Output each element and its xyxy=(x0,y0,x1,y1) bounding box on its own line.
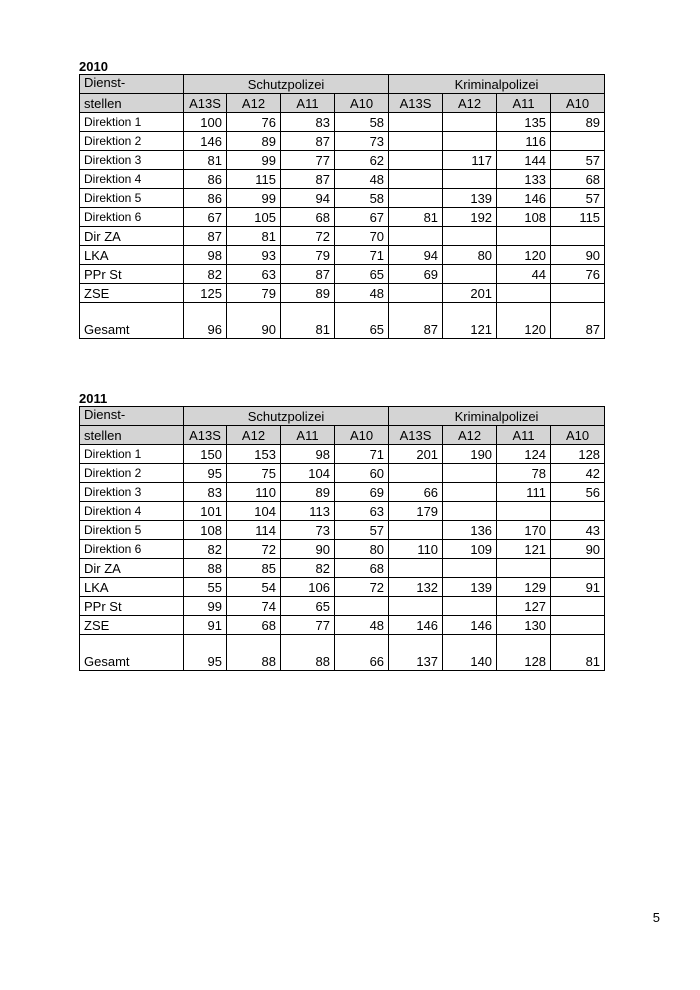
total-cell: 95 xyxy=(184,635,227,671)
total-cell: 65 xyxy=(335,303,389,339)
table-cell: 69 xyxy=(389,265,443,284)
table-row xyxy=(80,113,605,132)
table-cell: 68 xyxy=(551,170,605,189)
table-row xyxy=(80,227,605,246)
data-table xyxy=(79,74,605,339)
table-cell: 60 xyxy=(335,464,389,483)
table-cell: 48 xyxy=(335,616,389,635)
table-cell: 87 xyxy=(281,265,335,284)
table-cell: 146 xyxy=(184,132,227,151)
table-cell: 74 xyxy=(227,597,281,616)
row-label: Direktion 3 xyxy=(80,483,184,502)
table-cell xyxy=(443,170,497,189)
grade-header: A11 xyxy=(281,94,335,113)
total-label: Gesamt xyxy=(80,635,184,671)
table-cell: 91 xyxy=(551,578,605,597)
table-cell: 135 xyxy=(497,113,551,132)
table-cell: 76 xyxy=(551,265,605,284)
table-cell xyxy=(551,616,605,635)
header-row xyxy=(80,407,605,426)
table-cell xyxy=(497,502,551,521)
row-label: Direktion 2 xyxy=(80,132,184,151)
table-cell: 116 xyxy=(497,132,551,151)
table-cell: 146 xyxy=(389,616,443,635)
table-cell: 67 xyxy=(335,208,389,227)
grade-header: A10 xyxy=(335,426,389,445)
table-cell: 63 xyxy=(335,502,389,521)
table-row xyxy=(80,284,605,303)
total-cell: 140 xyxy=(443,635,497,671)
grade-header: A12 xyxy=(443,426,497,445)
table-cell xyxy=(389,170,443,189)
table-cell: 117 xyxy=(443,151,497,170)
table-cell: 144 xyxy=(497,151,551,170)
table-cell: 87 xyxy=(184,227,227,246)
total-cell: 120 xyxy=(497,303,551,339)
table-cell: 110 xyxy=(389,540,443,559)
table-cell: 130 xyxy=(497,616,551,635)
table-row xyxy=(80,151,605,170)
table-cell: 91 xyxy=(184,616,227,635)
table-cell: 86 xyxy=(184,170,227,189)
table-cell: 82 xyxy=(184,265,227,284)
table-cell: 57 xyxy=(551,151,605,170)
table-cell: 110 xyxy=(227,483,281,502)
grade-header: A12 xyxy=(227,426,281,445)
row-label: PPr St xyxy=(80,265,184,284)
table-cell: 83 xyxy=(281,113,335,132)
total-cell: 87 xyxy=(551,303,605,339)
table-cell: 72 xyxy=(281,227,335,246)
table-cell: 71 xyxy=(335,246,389,265)
header-row xyxy=(80,75,605,94)
table-year: 2010 xyxy=(79,59,108,74)
table-cell: 153 xyxy=(227,445,281,464)
table-cell: 124 xyxy=(497,445,551,464)
table-cell: 90 xyxy=(551,246,605,265)
table-cell: 85 xyxy=(227,559,281,578)
table-cell xyxy=(443,483,497,502)
table-row xyxy=(80,208,605,227)
dienststellen-header-cont: stellen xyxy=(80,94,184,113)
table-cell: 133 xyxy=(497,170,551,189)
table-cell: 65 xyxy=(335,265,389,284)
total-cell: 88 xyxy=(227,635,281,671)
grade-header: A10 xyxy=(551,94,605,113)
table-cell: 65 xyxy=(281,597,335,616)
page-number: 5 xyxy=(652,910,660,925)
table-cell: 87 xyxy=(281,132,335,151)
table-cell xyxy=(497,559,551,578)
data-table xyxy=(79,406,605,671)
table-cell: 77 xyxy=(281,151,335,170)
table-cell: 89 xyxy=(227,132,281,151)
table-cell: 139 xyxy=(443,578,497,597)
row-label: Direktion 4 xyxy=(80,170,184,189)
row-label: Direktion 2 xyxy=(80,464,184,483)
table-cell: 79 xyxy=(227,284,281,303)
total-cell: 88 xyxy=(281,635,335,671)
table-cell xyxy=(443,132,497,151)
table-cell xyxy=(497,284,551,303)
grade-header: A13S xyxy=(389,426,443,445)
table-cell: 82 xyxy=(184,540,227,559)
table-cell xyxy=(443,113,497,132)
table-cell: 42 xyxy=(551,464,605,483)
group-header-schutzpolizei: Schutzpolizei xyxy=(184,75,389,94)
table-block-2011 xyxy=(79,392,605,671)
total-cell: 81 xyxy=(281,303,335,339)
total-cell: 128 xyxy=(497,635,551,671)
table-cell xyxy=(551,132,605,151)
table-cell: 104 xyxy=(281,464,335,483)
table-row xyxy=(80,521,605,540)
table-row xyxy=(80,265,605,284)
grade-header: A11 xyxy=(497,426,551,445)
table-cell: 75 xyxy=(227,464,281,483)
grade-header: A10 xyxy=(551,426,605,445)
table-row xyxy=(80,170,605,189)
table-cell: 146 xyxy=(443,616,497,635)
table-cell: 89 xyxy=(551,113,605,132)
table-cell: 201 xyxy=(443,284,497,303)
table-cell: 62 xyxy=(335,151,389,170)
table-cell: 105 xyxy=(227,208,281,227)
table-row xyxy=(80,559,605,578)
table-cell: 44 xyxy=(497,265,551,284)
table-cell: 72 xyxy=(335,578,389,597)
table-cell: 201 xyxy=(389,445,443,464)
table-cell: 70 xyxy=(335,227,389,246)
table-cell: 127 xyxy=(497,597,551,616)
table-block-2010 xyxy=(79,60,605,339)
table-row xyxy=(80,578,605,597)
table-row xyxy=(80,445,605,464)
table-cell xyxy=(551,502,605,521)
table-cell: 82 xyxy=(281,559,335,578)
table-row xyxy=(80,616,605,635)
table-row xyxy=(80,464,605,483)
dienststellen-header-cont: stellen xyxy=(80,426,184,445)
table-cell: 83 xyxy=(184,483,227,502)
table-cell xyxy=(389,227,443,246)
table-cell: 71 xyxy=(335,445,389,464)
group-header-kriminalpolizei: Kriminalpolizei xyxy=(389,407,605,426)
table-cell xyxy=(551,227,605,246)
row-label: PPr St xyxy=(80,597,184,616)
table-cell: 48 xyxy=(335,170,389,189)
row-label: Dir ZA xyxy=(80,227,184,246)
table-cell: 170 xyxy=(497,521,551,540)
table-cell: 146 xyxy=(497,189,551,208)
table-cell xyxy=(335,597,389,616)
row-label: ZSE xyxy=(80,616,184,635)
table-cell: 79 xyxy=(281,246,335,265)
table-cell: 115 xyxy=(551,208,605,227)
row-label: Direktion 6 xyxy=(80,540,184,559)
total-label: Gesamt xyxy=(80,303,184,339)
total-row xyxy=(80,635,605,671)
table-cell: 104 xyxy=(227,502,281,521)
table-cell: 98 xyxy=(281,445,335,464)
row-label: LKA xyxy=(80,246,184,265)
table-cell: 90 xyxy=(551,540,605,559)
table-cell xyxy=(551,559,605,578)
table-row xyxy=(80,540,605,559)
table-cell: 80 xyxy=(443,246,497,265)
table-cell: 43 xyxy=(551,521,605,540)
table-cell: 72 xyxy=(227,540,281,559)
table-cell: 192 xyxy=(443,208,497,227)
table-cell: 86 xyxy=(184,189,227,208)
table-cell: 109 xyxy=(443,540,497,559)
table-cell xyxy=(389,151,443,170)
row-label: Direktion 4 xyxy=(80,502,184,521)
grade-header: A13S xyxy=(184,426,227,445)
table-cell: 55 xyxy=(184,578,227,597)
table-cell: 89 xyxy=(281,284,335,303)
table-cell: 67 xyxy=(184,208,227,227)
table-cell: 129 xyxy=(497,578,551,597)
table-cell: 94 xyxy=(281,189,335,208)
table-cell: 56 xyxy=(551,483,605,502)
total-cell: 81 xyxy=(551,635,605,671)
table-cell: 66 xyxy=(389,483,443,502)
row-label: Direktion 5 xyxy=(80,521,184,540)
row-label: Direktion 3 xyxy=(80,151,184,170)
table-cell xyxy=(389,113,443,132)
table-cell xyxy=(389,597,443,616)
table-cell: 190 xyxy=(443,445,497,464)
table-cell: 106 xyxy=(281,578,335,597)
table-cell: 81 xyxy=(227,227,281,246)
table-cell: 108 xyxy=(497,208,551,227)
dienststellen-header: Dienst- xyxy=(80,75,184,94)
table-row xyxy=(80,246,605,265)
total-row xyxy=(80,303,605,339)
total-cell: 66 xyxy=(335,635,389,671)
total-cell: 96 xyxy=(184,303,227,339)
subheader-row xyxy=(80,94,605,113)
total-cell: 87 xyxy=(389,303,443,339)
table-cell xyxy=(443,265,497,284)
table-row xyxy=(80,597,605,616)
table-cell: 58 xyxy=(335,189,389,208)
table-cell: 120 xyxy=(497,246,551,265)
table-cell: 90 xyxy=(281,540,335,559)
grade-header: A10 xyxy=(335,94,389,113)
grade-header: A11 xyxy=(497,94,551,113)
table-cell: 57 xyxy=(335,521,389,540)
table-cell xyxy=(389,284,443,303)
table-cell: 87 xyxy=(281,170,335,189)
table-cell xyxy=(389,189,443,208)
table-cell: 58 xyxy=(335,113,389,132)
row-label: LKA xyxy=(80,578,184,597)
table-cell: 101 xyxy=(184,502,227,521)
table-cell: 94 xyxy=(389,246,443,265)
total-cell: 90 xyxy=(227,303,281,339)
table-cell: 99 xyxy=(227,151,281,170)
total-cell: 137 xyxy=(389,635,443,671)
table-cell xyxy=(443,464,497,483)
table-cell: 81 xyxy=(184,151,227,170)
table-cell: 78 xyxy=(497,464,551,483)
table-cell: 114 xyxy=(227,521,281,540)
row-label: Direktion 6 xyxy=(80,208,184,227)
group-header-schutzpolizei: Schutzpolizei xyxy=(184,407,389,426)
row-label: Direktion 1 xyxy=(80,113,184,132)
table-cell: 63 xyxy=(227,265,281,284)
table-cell xyxy=(497,227,551,246)
table-cell: 132 xyxy=(389,578,443,597)
row-label: Direktion 1 xyxy=(80,445,184,464)
table-cell: 139 xyxy=(443,189,497,208)
table-cell: 150 xyxy=(184,445,227,464)
table-cell: 68 xyxy=(335,559,389,578)
grade-header: A12 xyxy=(443,94,497,113)
table-year: 2011 xyxy=(79,391,108,406)
table-cell: 68 xyxy=(227,616,281,635)
table-cell: 89 xyxy=(281,483,335,502)
table-cell: 111 xyxy=(497,483,551,502)
row-label: ZSE xyxy=(80,284,184,303)
grade-header: A12 xyxy=(227,94,281,113)
table-cell: 69 xyxy=(335,483,389,502)
table-cell: 113 xyxy=(281,502,335,521)
table-cell: 100 xyxy=(184,113,227,132)
table-cell: 73 xyxy=(281,521,335,540)
table-row xyxy=(80,132,605,151)
row-label: Dir ZA xyxy=(80,559,184,578)
table-cell xyxy=(551,284,605,303)
table-row xyxy=(80,502,605,521)
table-cell: 108 xyxy=(184,521,227,540)
table-cell: 115 xyxy=(227,170,281,189)
table-cell xyxy=(551,597,605,616)
dienststellen-header: Dienst- xyxy=(80,407,184,426)
table-cell: 76 xyxy=(227,113,281,132)
table-row xyxy=(80,483,605,502)
table-cell: 98 xyxy=(184,246,227,265)
total-cell: 121 xyxy=(443,303,497,339)
table-cell: 93 xyxy=(227,246,281,265)
table-cell: 125 xyxy=(184,284,227,303)
table-cell: 77 xyxy=(281,616,335,635)
table-cell: 121 xyxy=(497,540,551,559)
table-cell: 54 xyxy=(227,578,281,597)
table-cell: 88 xyxy=(184,559,227,578)
table-cell: 128 xyxy=(551,445,605,464)
grade-header: A11 xyxy=(281,426,335,445)
table-cell: 136 xyxy=(443,521,497,540)
table-cell: 179 xyxy=(389,502,443,521)
row-label: Direktion 5 xyxy=(80,189,184,208)
table-cell xyxy=(443,597,497,616)
table-cell: 95 xyxy=(184,464,227,483)
group-header-kriminalpolizei: Kriminalpolizei xyxy=(389,75,605,94)
table-cell: 68 xyxy=(281,208,335,227)
table-cell xyxy=(389,464,443,483)
table-cell xyxy=(443,227,497,246)
subheader-row xyxy=(80,426,605,445)
table-cell: 57 xyxy=(551,189,605,208)
table-cell: 73 xyxy=(335,132,389,151)
grade-header: A13S xyxy=(184,94,227,113)
table-row xyxy=(80,189,605,208)
table-cell: 99 xyxy=(227,189,281,208)
table-cell: 48 xyxy=(335,284,389,303)
table-cell xyxy=(443,502,497,521)
table-cell: 81 xyxy=(389,208,443,227)
table-cell xyxy=(389,521,443,540)
table-cell: 80 xyxy=(335,540,389,559)
table-cell xyxy=(389,132,443,151)
table-cell: 99 xyxy=(184,597,227,616)
table-cell xyxy=(443,559,497,578)
grade-header: A13S xyxy=(389,94,443,113)
table-cell xyxy=(389,559,443,578)
